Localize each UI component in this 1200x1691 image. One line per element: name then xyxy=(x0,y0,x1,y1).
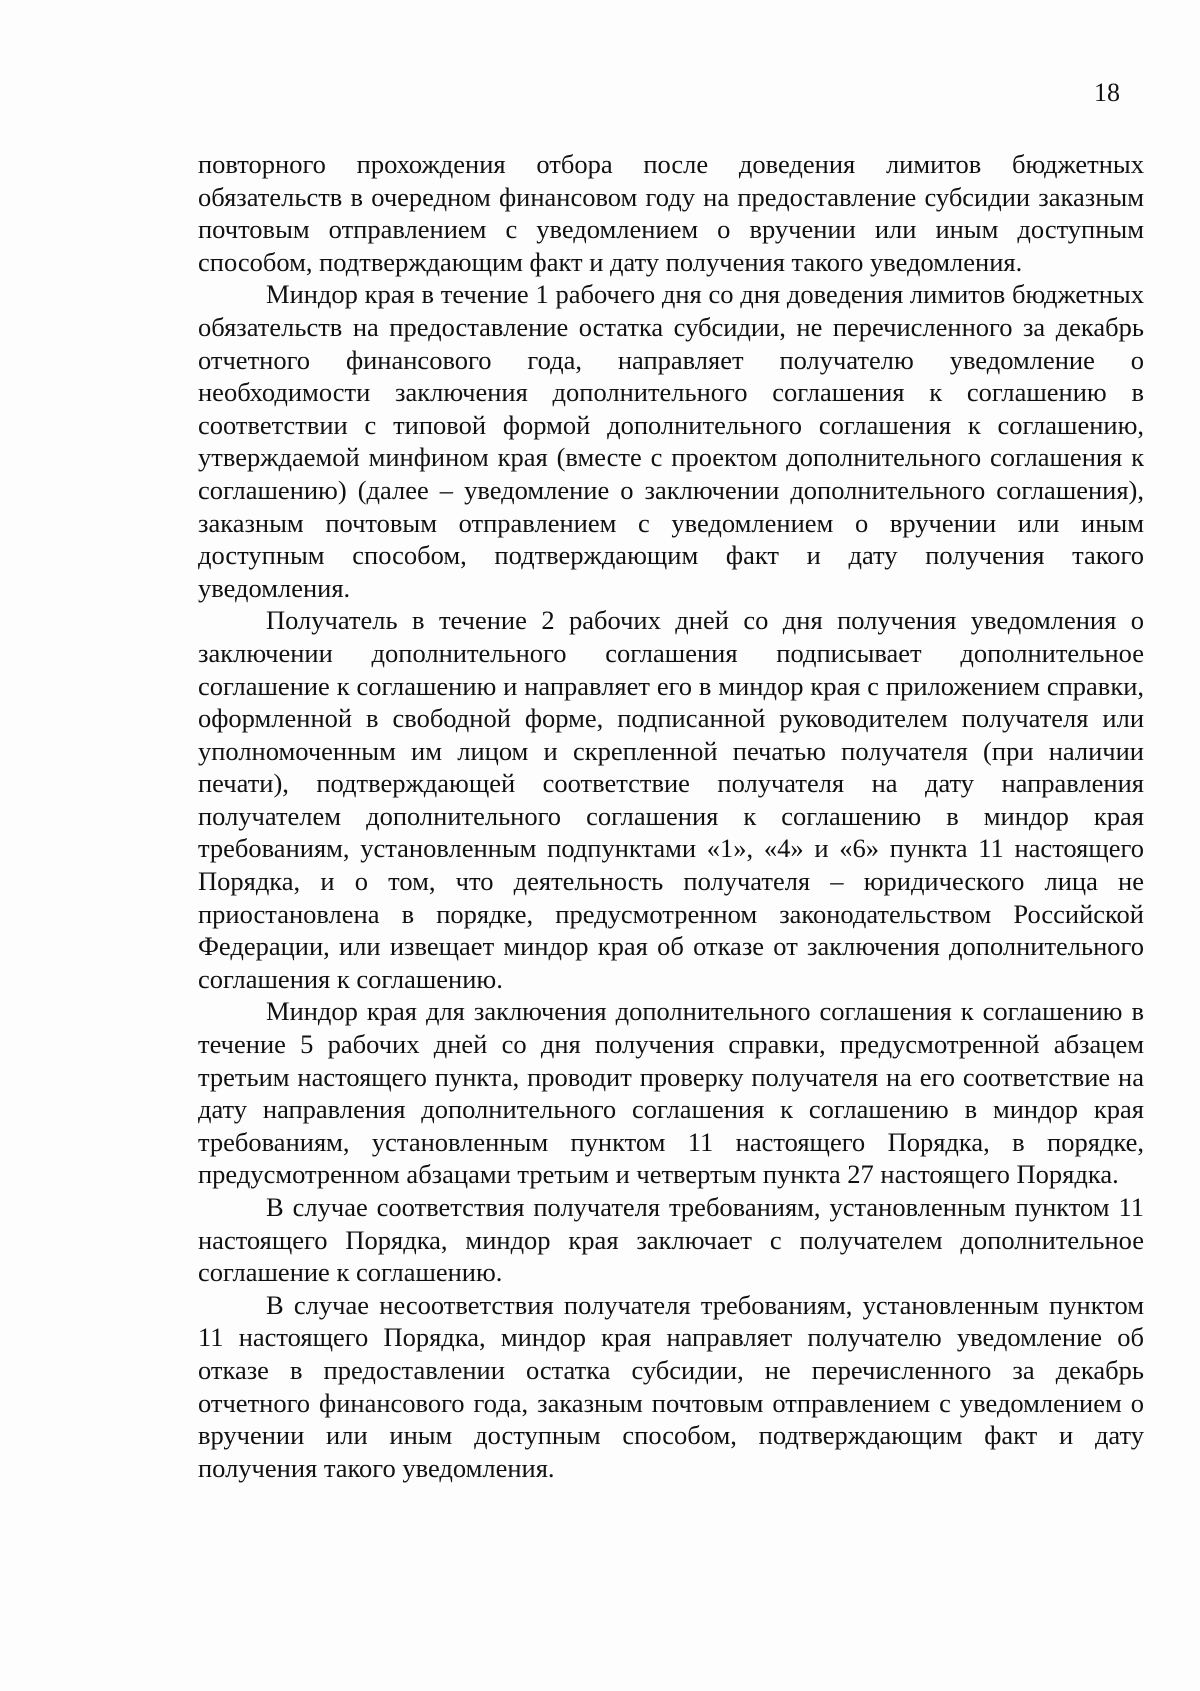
paragraph-mindor-verification: Миндор края для заключения дополнительного соглашения к соглашению в течение 5 рабочих дней со дня получения справки, предусмотренной абзацем третьим настоящего пункта, проводит проверку получателя на его соответствие на дату направления дополнительного соглашения к соглашению в миндор края требованиям, установленным пунктом 11 настоящего Порядка, в порядке, предусмотренном абзацами третьим и четвертым пункта 27 настоящего Порядка. xyxy=(198,996,1144,1190)
paragraph-recipient-signing: Получатель в течение 2 рабочих дней со дня получения уведомления о заключении дополнительного соглашения подписывает дополнительное соглашение к соглашению и направляет его в миндор края с приложением справки, оформленной в свободной форме, подписанной руководителем получателя или уполномоченным им лицом и скрепленной печатью получателя (при наличии печати), подтверждающей соответствие получателя на дату направления получателем дополнительного соглашения к соглашению в миндор края требованиям, установленным подпунктами «1», «4» и «6» пункта 11 настоящего Порядка, и о том, что деятельность получателя – юридического лица не приостановлена в порядке, предусмотренном законодательством Российской Федерации, или извещает миндор края об отказе от заключения дополнительного соглашения к соглашению. xyxy=(198,605,1144,994)
paragraph-compliance-case: В случае соответствия получателя требованиям, установленным пунктом 11 настоящего Порядка, миндор края заключает с получателем дополнительное соглашение к соглашению. xyxy=(198,1192,1144,1288)
paragraph-continuation: повторного прохождения отбора после доведения лимитов бюджетных обязательств в очередном финансовом году на предоставление субсидии заказным почтовым отправлением с уведомлением о вручении или иным доступным способом, подтверждающим факт и дату получения такого уведомления. xyxy=(198,149,1144,277)
page-number: 18 xyxy=(1094,78,1120,107)
paragraph-noncompliance-case: В случае несоответствия получателя требованиям, установленным пунктом 11 настоящего Порядка, миндор края направляет получателю уведомление об отказе в предоставлении остатка субсидии, не перечисленного за декабрь отчетного финансового года, заказным почтовым отправлением с уведомлением о вручении или иным доступным способом, подтверждающим факт и дату получения такого уведомления. xyxy=(198,1289,1144,1483)
paragraph-mindor-notification: Миндор края в течение 1 рабочего дня со дня доведения лимитов бюджетных обязательств на предоставление остатка субсидии, не перечисленного за декабрь отчетного финансового года, направляет получателю уведомление о необходимости заключения дополнительного соглашения к соглашению в соответствии с типовой формой дополнительного соглашения к соглашению, утверждаемой минфином края (вместе с проектом дополнительного соглашения к соглашению) (далее – уведомление о заключении дополнительного соглашения), заказным почтовым отправлением с уведомлением о вручении или иным доступным способом, подтверждающим факт и дату получения такого уведомления. xyxy=(198,279,1144,603)
document-body xyxy=(198,148,1144,1484)
